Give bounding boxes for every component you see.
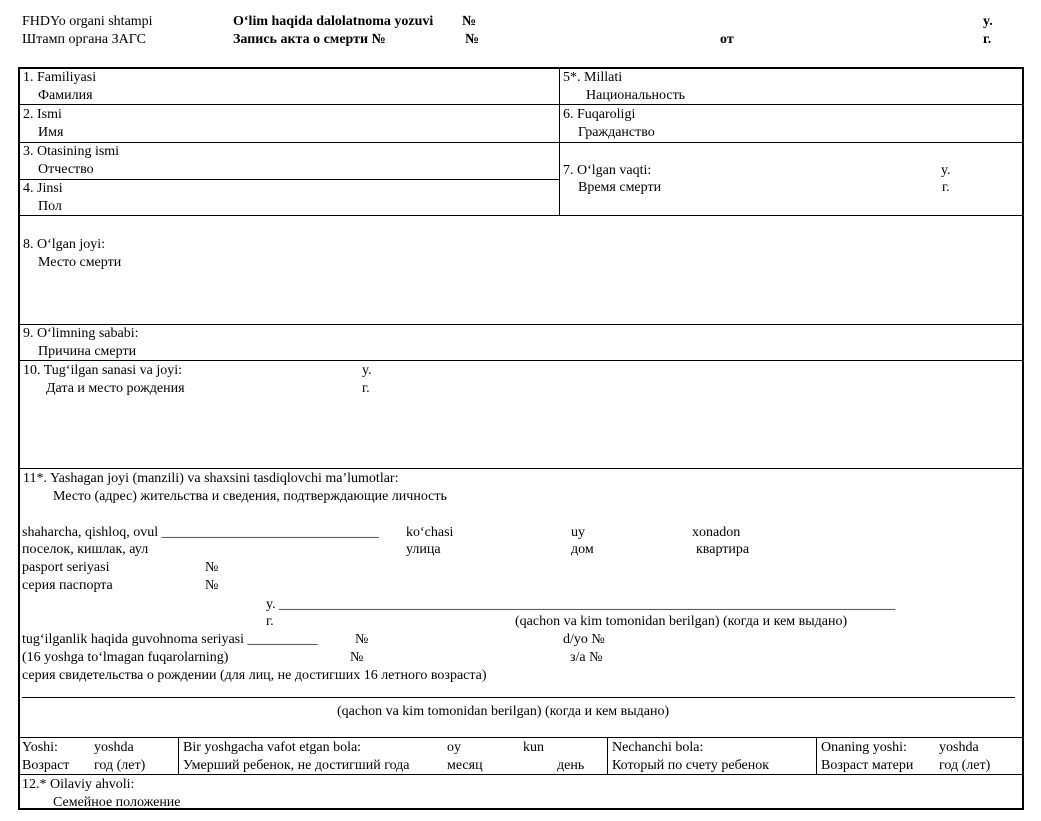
apartment-label-ru: квартира xyxy=(696,542,750,557)
infant-label-ru: Умерший ребенок, не достигший года xyxy=(183,758,410,773)
infant-label-uz: Bir yoshgacha vafot etgan bola: xyxy=(183,740,362,755)
mother-age-unit-ru: год (лет) xyxy=(939,758,991,773)
field-birth-label-uz: 10. Tug‘ilgan sanasi va joyi: xyxy=(23,363,183,378)
infant-day-uz: kun xyxy=(523,740,544,755)
field-death-time-label-ru: Время смерти xyxy=(578,180,662,195)
record-date-from: от xyxy=(720,32,734,47)
infant-month-uz: oy xyxy=(447,740,461,755)
field-birth-label-ru: Дата и место рождения xyxy=(46,381,185,396)
birth-cert-label-uz: tug‘ilganlik haqida guvohnoma seriyasi __________ xyxy=(22,632,318,647)
birth-cert-number-sign: № xyxy=(355,632,369,647)
street-label-uz: ko‘chasi xyxy=(406,525,454,540)
passport-series-label-ru: серия паспорта xyxy=(22,578,113,593)
issued-note-2: (qachon va kim tomonidan berilgan) (когда и кем выдано) xyxy=(337,704,670,719)
field-death-place-label-ru: Место смерти xyxy=(38,255,122,270)
issued-note: (qachon va kim tomonidan berilgan) (когда и кем выдано) xyxy=(515,614,848,629)
field-surname-label-ru: Фамилия xyxy=(38,88,93,103)
stamp-label-uz: FHDYo organi shtampi xyxy=(22,14,153,29)
field-sex-label-ru: Пол xyxy=(38,199,62,214)
house-label-ru: дом xyxy=(571,542,594,557)
field-name-label-ru: Имя xyxy=(38,125,64,140)
settlement-label-uz: shaharcha, qishloq, ovul _______________________________ xyxy=(22,525,379,540)
field-residence-label-ru: Место (адрес) жительства и сведения, подтверждающие личность xyxy=(53,489,447,504)
field-citizenship-label-ru: Гражданство xyxy=(578,125,655,140)
age-unit-ru: год (лет) xyxy=(94,758,146,773)
field-sex-label-uz: 4. Jinsi xyxy=(23,181,63,196)
field-residence-label-uz: 11*. Yashagan joyi (manzili) va shaxsini tasdiqlovchi ma’lumotlar: xyxy=(23,471,399,486)
column-divider xyxy=(178,737,179,774)
underline-issued xyxy=(22,697,1015,698)
field-nationality-label-ru: Национальность xyxy=(586,88,686,103)
mother-age-label-uz: Onaning yoshi: xyxy=(821,740,907,755)
stamp-label-ru: Штамп органа ЗАГС xyxy=(22,32,147,47)
row-divider xyxy=(18,737,1024,738)
age-unit-uz: yoshda xyxy=(94,740,134,755)
birth-cert-record-ru: з/а № xyxy=(570,650,603,665)
field-nationality-label-uz: 5*. Millati xyxy=(563,70,623,85)
column-divider xyxy=(816,737,817,774)
passport-number-sign-uz: № xyxy=(205,560,219,575)
issued-year-line: y. ________________________________________________________________________________________ xyxy=(266,597,896,612)
mother-age-label-ru: Возраст матери xyxy=(821,758,914,773)
age-label-uz: Yoshi: xyxy=(22,740,58,755)
row-divider xyxy=(18,104,1024,105)
field-patronymic-label-uz: 3. Otasining ismi xyxy=(23,144,120,159)
birth-year-uz: y. xyxy=(362,363,372,378)
form-title-ru: Запись акта о смерти № xyxy=(233,32,386,47)
row-divider xyxy=(18,468,1024,469)
column-divider xyxy=(607,737,608,774)
apartment-label-uz: xonadon xyxy=(692,525,741,540)
house-label-uz: uy xyxy=(571,525,585,540)
death-time-year-ru: г. xyxy=(942,180,950,195)
under16-label-uz: (16 yoshga to‘lmagan fuqarolarning) xyxy=(22,650,229,665)
row-divider xyxy=(18,360,1024,361)
birth-cert-record-uz: d/yo № xyxy=(563,632,605,647)
row-divider xyxy=(18,324,1024,325)
record-number-sign-ru: № xyxy=(465,32,480,47)
field-death-place-label-uz: 8. O‘lgan joyi: xyxy=(23,237,106,252)
field-patronymic-label-ru: Отчество xyxy=(38,162,94,177)
mother-age-unit-uz: yoshda xyxy=(939,740,979,755)
settlement-label-ru: поселок, кишлак, аул xyxy=(22,542,149,557)
record-number-sign: № xyxy=(462,14,477,29)
field-death-cause-label-ru: Причина смерти xyxy=(38,344,137,359)
row-divider xyxy=(18,215,1024,216)
birth-cert-label-ru: серия свидетельства о рождении (для лиц, не достигших 16 летного возраста) xyxy=(22,668,487,683)
birth-year-ru: г. xyxy=(362,381,370,396)
under16-number-sign: № xyxy=(350,650,364,665)
child-order-label-ru: Который по счету ребенок xyxy=(612,758,770,773)
passport-series-label-uz: pasport seriyasi xyxy=(22,560,110,575)
child-order-label-uz: Nechanchi bola: xyxy=(612,740,704,755)
row-divider xyxy=(18,142,1024,143)
marital-status-label-uz: 12.* Oilaviy ahvoli: xyxy=(22,777,135,792)
street-label-ru: улица xyxy=(406,542,441,557)
issued-year-ru: г. xyxy=(266,614,274,629)
row-divider xyxy=(18,179,559,180)
field-death-time-label-uz: 7. O‘lgan vaqti: xyxy=(563,163,652,178)
death-time-year-uz: y. xyxy=(941,163,951,178)
header-year-ru: г. xyxy=(983,32,992,47)
field-surname-label-uz: 1. Familiyasi xyxy=(23,70,97,85)
marital-status-label-ru: Семейное положение xyxy=(53,795,181,810)
column-divider xyxy=(559,67,560,215)
field-name-label-uz: 2. Ismi xyxy=(23,107,62,122)
header-year-uz: y. xyxy=(983,14,993,29)
infant-month-ru: месяц xyxy=(447,758,483,773)
passport-number-sign-ru: № xyxy=(205,578,219,593)
form-title-uz: O‘lim haqida dalolatnoma yozuvi xyxy=(233,14,434,29)
field-citizenship-label-uz: 6. Fuqaroligi xyxy=(563,107,636,122)
field-death-cause-label-uz: 9. O‘limning sababi: xyxy=(23,326,139,341)
age-label-ru: Возраст xyxy=(22,758,70,773)
infant-day-ru: день xyxy=(557,758,585,773)
